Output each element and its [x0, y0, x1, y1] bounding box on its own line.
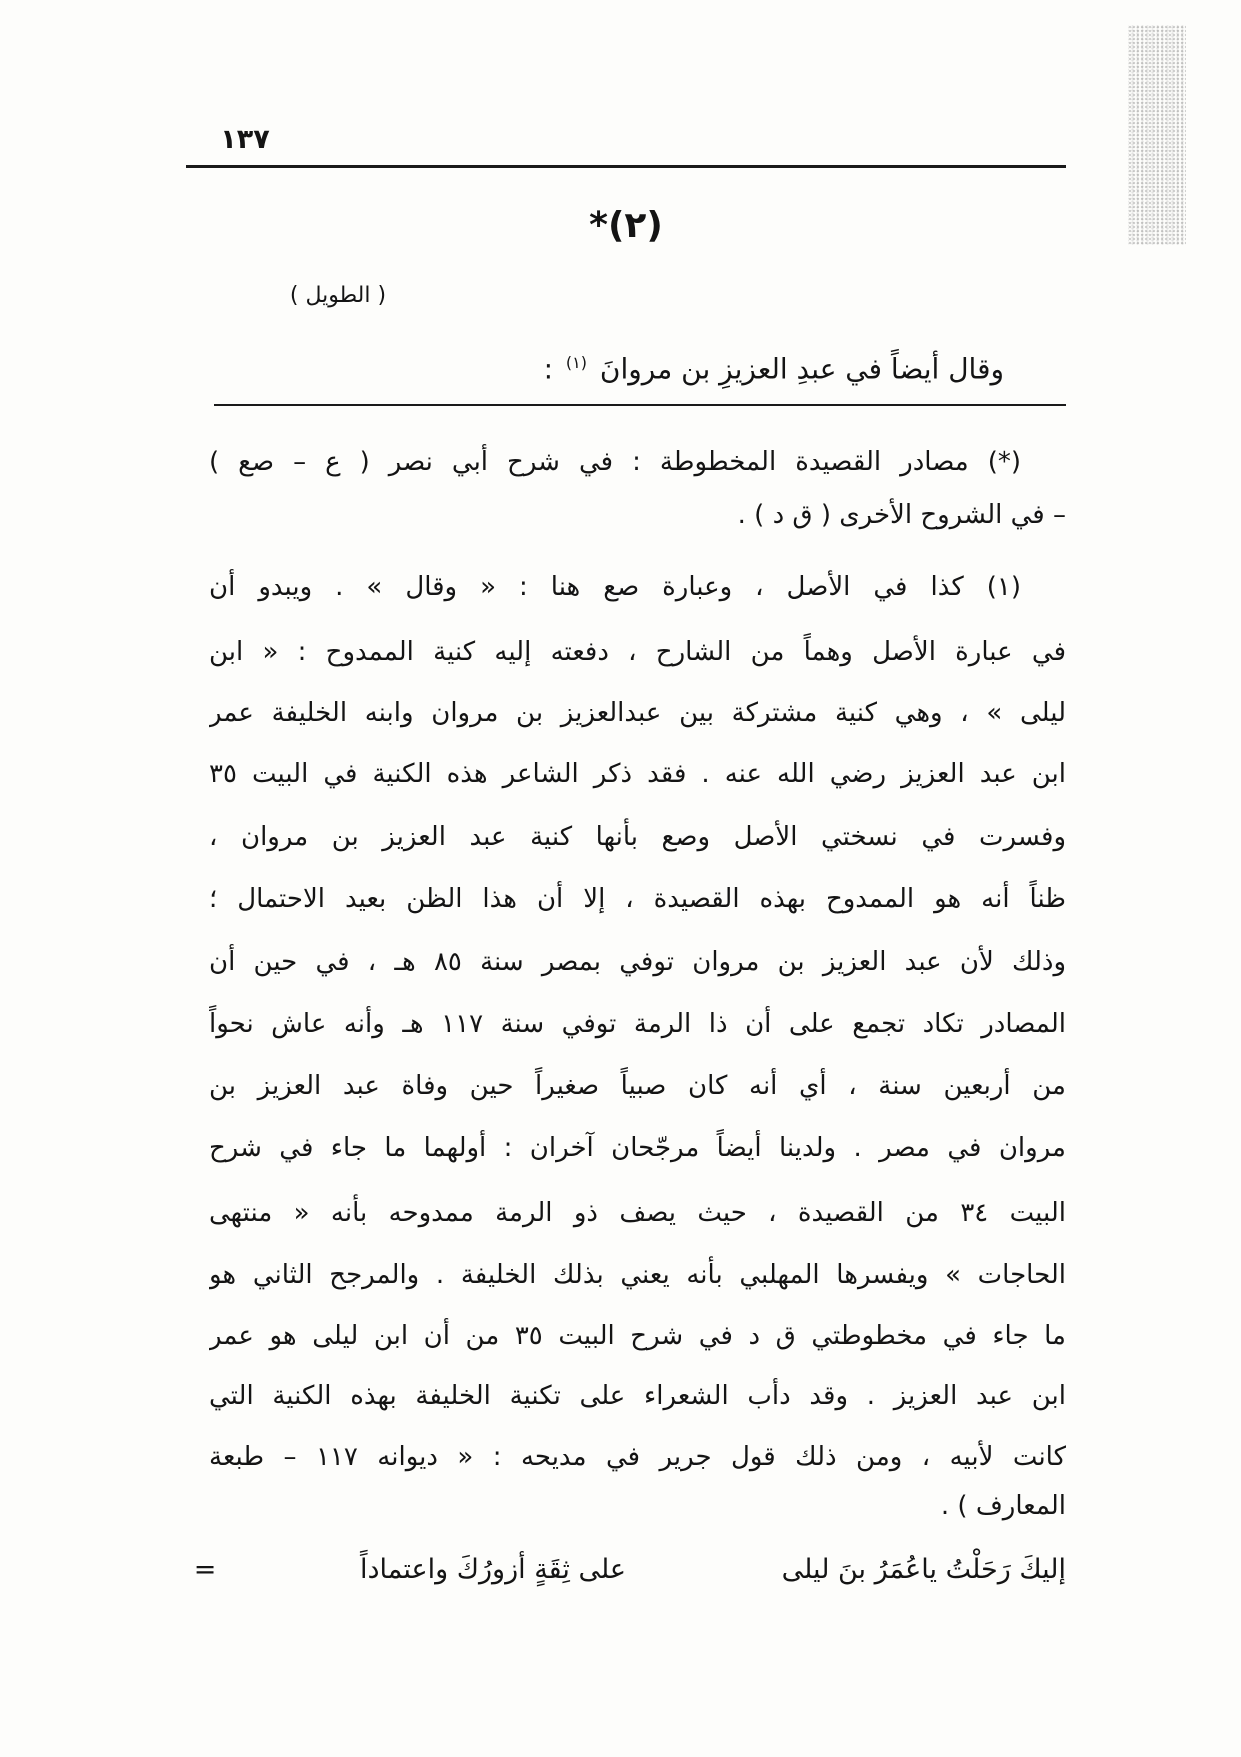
poem-intro — [544, 341, 1004, 391]
footnote-line: وذلك لأن عبد العزيز بن مروان توفي بمصر سنة ٨٥ هـ ، في حين أن — [209, 947, 1066, 977]
footnote-line: – في الشروح الأخرى ( ق د ) . — [737, 500, 1066, 530]
footnote-separator-rule — [214, 404, 1066, 406]
footnote-line: في عبارة الأصل وهماً من الشارح ، دفعته إليه كنية الممدوح : « ابن — [209, 637, 1066, 667]
verse-second-hemistich: على ثِقَةٍ أزورُكَ واعتماداً — [360, 1554, 626, 1585]
footnote-line: المصادر تكاد تجمع على أن ذا الرمة توفي سنة ١١٧ هـ وأنه عاش نحواً — [209, 1009, 1066, 1039]
footnote-line: من أربعين سنة ، أي أنه كان صبياً صغيراً حين وفاة عبد العزيز بن — [209, 1071, 1066, 1101]
footnote-line: ابن عبد العزيز رضي الله عنه . فقد ذكر الشاعر هذه الكنية في البيت ٣٥ — [209, 759, 1066, 789]
footnote-line: ظناً أنه هو الممدوح بهذه القصيدة ، إلا أن هذا الظن بعيد الاحتمال ؛ — [209, 884, 1066, 914]
verse-continuation-mark: = — [193, 1554, 217, 1585]
poem-intro-text: وقال أيضاً في عبدِ العزيزِ بن مروانَ — [599, 352, 1004, 386]
page-number: ١٣٧ — [220, 124, 270, 155]
footnote-line: (*) مصادر القصيدة المخطوطة : في شرح أبي نصر ( ع – صع ) — [209, 447, 1021, 477]
footnote-line: البيت ٣٤ من القصيدة ، حيث يصف ذو الرمة ممدوحه بأنه « منتهى — [209, 1198, 1066, 1228]
footnote-line: الحاجات » ويفسرها المهلبي بأنه يعني بذلك الخليفة . والمرجح الثاني هو — [209, 1260, 1066, 1290]
poem-intro-colon: : — [543, 352, 554, 386]
poem-meter: ( الطويل ) — [289, 283, 387, 308]
footnote-reference: (١) — [565, 353, 588, 372]
scan-edge-noise — [1128, 25, 1186, 245]
header-rule — [186, 165, 1066, 168]
footnote-line: ابن عبد العزيز . وقد دأب الشعراء على تكنية الخليفة بهذه الكنية التي — [209, 1381, 1066, 1411]
footnote-line: ما جاء في مخطوطتي ق د في شرح البيت ٣٥ من أن ابن ليلى هو عمر — [209, 1321, 1066, 1351]
footnote-line: مروان في مصر . ولدينا أيضاً مرجّحان آخران : أولهما ما جاء في شرح — [209, 1133, 1066, 1163]
footnote-line: كانت لأبيه ، ومن ذلك قول جرير في مديحه : « ديوانه ١١٧ – طبعة — [209, 1442, 1066, 1472]
footnote-line: (١) كذا في الأصل ، وعبارة صع هنا : « وقال » . ويبدو أن — [209, 572, 1021, 602]
verse-first-hemistich: إليكَ رَحَلْتُ ياعُمَرُ بنَ ليلى — [781, 1554, 1066, 1585]
footnote-line: ليلى » ، وهي كنية مشتركة بين عبدالعزيز بن مروان وابنه الخليفة عمر — [209, 698, 1066, 728]
footnote-line: المعارف ) . — [940, 1491, 1066, 1521]
footnote-line: وفسرت في نسختي الأصل وصع بأنها كنية عبد العزيز بن مروان ، — [209, 822, 1066, 852]
poem-number: (٢)* — [589, 205, 663, 246]
